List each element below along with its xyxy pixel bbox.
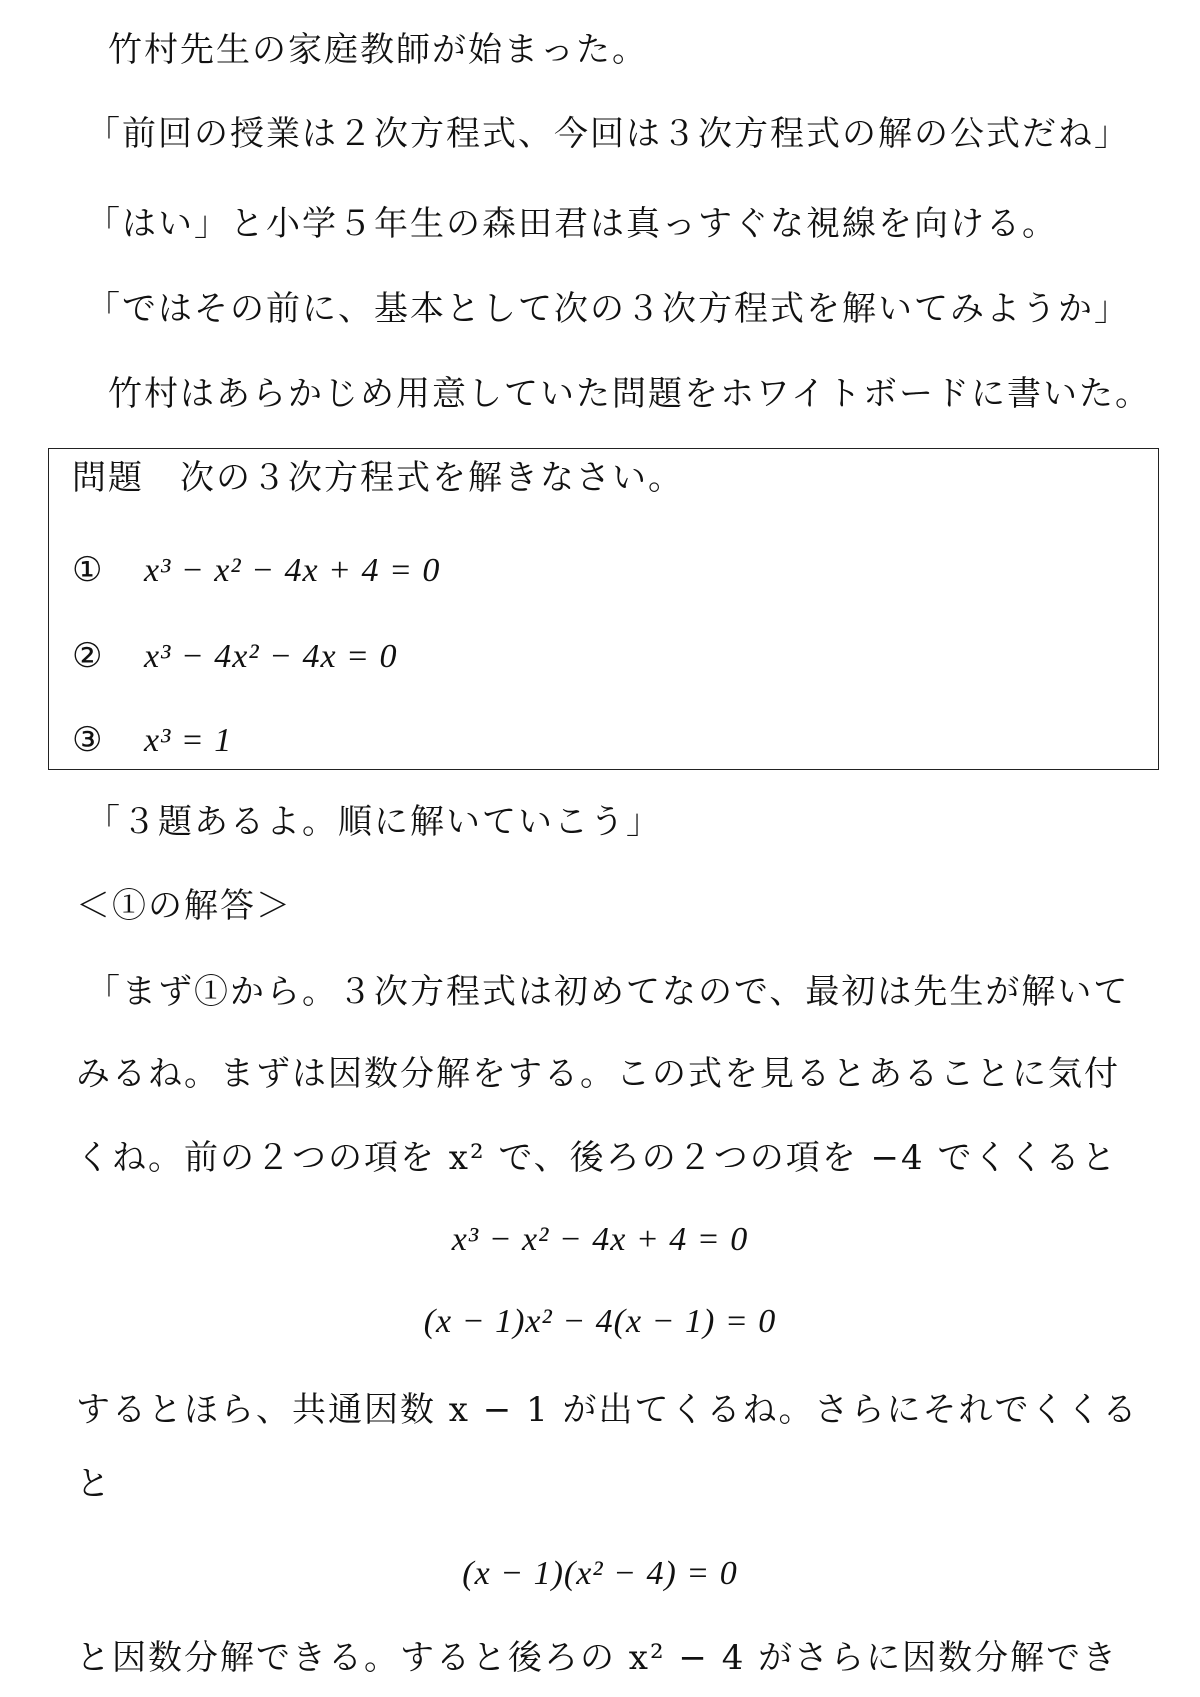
explanation-line-2: みるね。まずは因数分解をする。この式を見るとあることに気付 [76, 1054, 1120, 1094]
problem-item-1 [72, 548, 440, 593]
section-heading: ＜①の解答＞ [76, 886, 292, 926]
explanation-line-3: くね。前の２つの項を x² で、後ろの２つの項を −4 でくくると [76, 1138, 1118, 1178]
display-equation-1: x³ − x² − 4x + 4 = 0 [451, 1221, 749, 1258]
problem-item-equation: x³ − 4x² − 4x = 0 [144, 638, 398, 675]
problem-item-number: ③ [72, 720, 105, 760]
story-paragraph-5: 竹村はあらかじめ用意していた問題をホワイトボードに書いた。 [108, 374, 1151, 414]
explanation-line-1: 「まず①から。３次方程式は初めてなので、最初は先生が解いて [86, 972, 1130, 1012]
problem-item-number: ② [72, 636, 105, 676]
explanation-line-4: するとほら、共通因数 x − 1 が出てくるね。さらにそれでくくる [76, 1390, 1139, 1430]
display-equation-2: (x − 1)x² − 4(x − 1) = 0 [423, 1303, 777, 1340]
problem-item-number: ① [72, 550, 105, 590]
problem-item-equation: x³ − x² − 4x + 4 = 0 [144, 552, 441, 589]
story-paragraph-3: 「はい」と小学５年生の森田君は真っすぐな視線を向ける。 [86, 204, 1058, 244]
problem-item-3 [72, 718, 232, 763]
problem-item-2 [72, 634, 398, 679]
dialogue-line: 「３題あるよ。順に解いていこう」 [86, 802, 662, 842]
problem-item-equation: x³ = 1 [144, 722, 233, 759]
story-paragraph-2: 「前回の授業は２次方程式、今回は３次方程式の解の公式だね」 [86, 114, 1130, 154]
story-paragraph-1: 竹村先生の家庭教師が始まった。 [108, 30, 648, 70]
problem-title: 問題 次の３次方程式を解きなさい。 [72, 458, 684, 498]
display-equation-3: (x − 1)(x² − 4) = 0 [462, 1555, 738, 1592]
explanation-line-5: と [76, 1464, 112, 1504]
explanation-line-6: と因数分解できる。すると後ろの x² − 4 がさらに因数分解でき [76, 1638, 1119, 1678]
story-paragraph-4: 「ではその前に、基本として次の３次方程式を解いてみようか」 [86, 289, 1130, 329]
